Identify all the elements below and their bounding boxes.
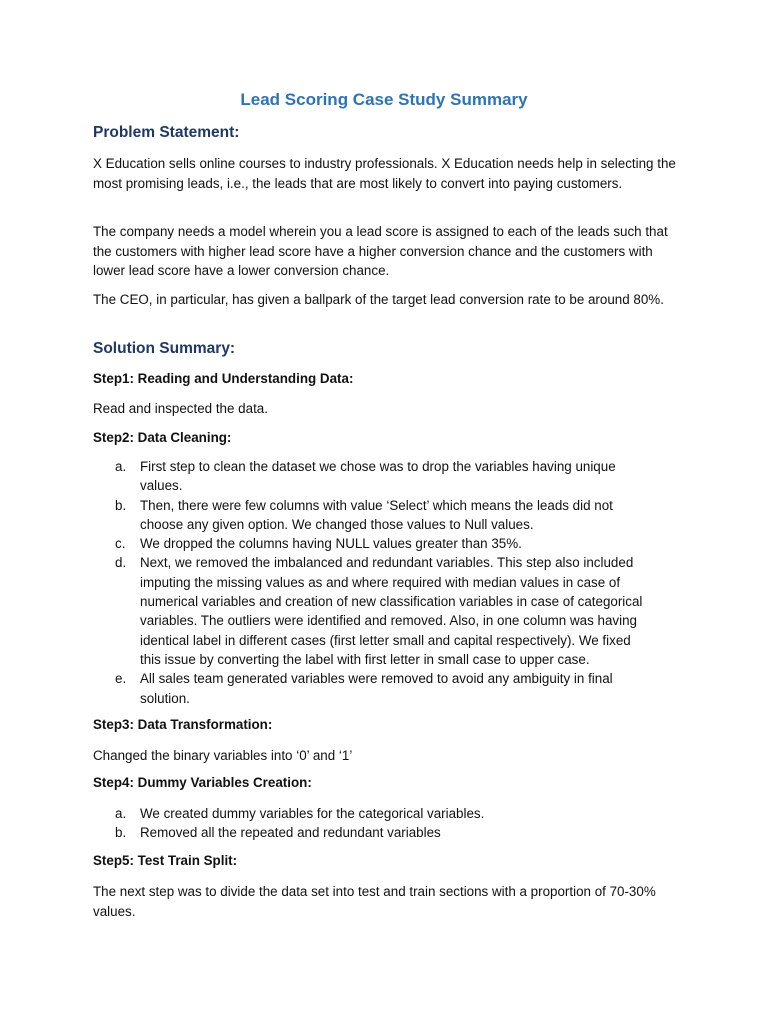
step1-heading: Step1: Reading and Understanding Data: [93,371,354,386]
list-item [93,457,653,496]
document-title: Lead Scoring Case Study Summary [240,90,528,109]
solution-summary-heading: Solution Summary: [93,340,236,357]
list-item [93,553,653,669]
list-marker: d. [115,555,127,571]
step1-text: Read and inspected the data. [93,401,268,416]
list-item-text: Next, we removed the imbalanced and redundant variables. This step also included imputing the missing values as and where required with median values in case of numerical variables and creation of new classification variables in case of categorical variables. The outliers were identified and removed. Also, in one column was having identical label in different cases (first letter small and capital respectively). We fixed this issue by converting the label with first letter in small case to upper case. [140,555,643,667]
step2-list [93,457,653,708]
list-marker: e. [115,671,127,687]
step2-heading: Step2: Data Cleaning: [93,430,232,445]
list-item [93,804,653,823]
list-item-text: All sales team generated variables were removed to avoid any ambiguity in final solution. [140,671,613,706]
list-item [93,496,653,535]
list-item-text: Then, there were few columns with value ‘Select’ which means the leads did not choose any given option. We changed those values to Null values. [140,497,613,532]
step3-heading: Step3: Data Transformation: [93,717,273,732]
list-marker: a. [115,806,127,821]
step3-text: Changed the binary variables into ‘0’ and ‘1’ [93,748,353,763]
step5-text: The next step was to divide the data set into test and train sections with a proportion of 70-30% values. [93,884,656,919]
problem-statement-heading: Problem Statement: [93,124,240,141]
problem-paragraph-1: X Education sells online courses to industry professionals. X Education needs help in selecting the most promising leads, i.e., the leads that are most likely to convert into paying customers. [93,156,676,191]
step5-heading: Step5: Test Train Split: [93,853,238,868]
step4-heading: Step4: Dummy Variables Creation: [93,775,312,790]
list-item [93,823,653,842]
list-item-text: We dropped the columns having NULL values greater than 35%. [140,536,522,552]
list-marker: a. [115,459,127,474]
problem-paragraph-3: The CEO, in particular, has given a ballpark of the target lead conversion rate to be around 80%. [93,292,664,307]
list-item-text: First step to clean the dataset we chose was to drop the variables having unique values. [140,459,616,494]
list-marker: b. [115,825,127,841]
list-item [93,669,653,708]
list-marker: b. [115,497,127,513]
list-item-text: Removed all the repeated and redundant variables [140,825,441,841]
list-item-text: We created dummy variables for the categorical variables. [140,806,485,821]
problem-paragraph-2: The company needs a model wherein you a lead score is assigned to each of the leads such that the customers with higher lead score have a higher conversion chance and the customers with lower lead score have a lower conversion chance. [93,224,668,278]
list-item [93,534,653,553]
step4-list [93,804,653,843]
list-marker: c. [115,536,126,552]
